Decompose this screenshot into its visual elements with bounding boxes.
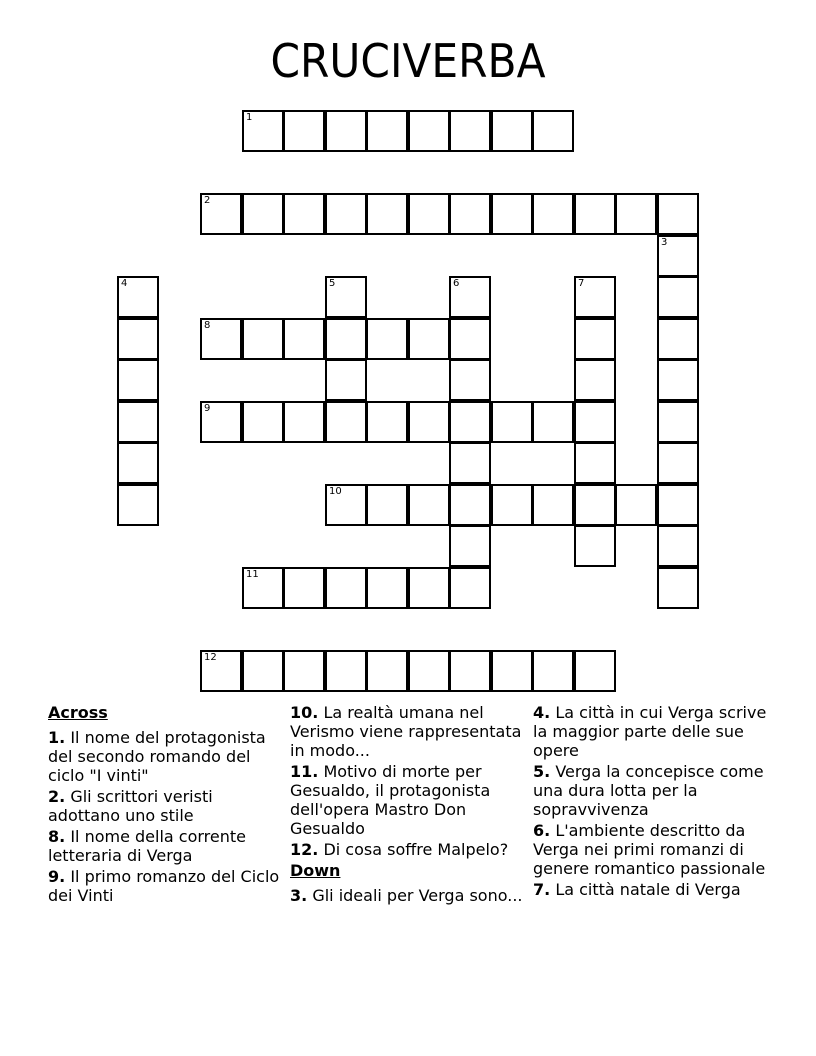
grid-cell[interactable] <box>615 484 657 526</box>
grid-cell[interactable] <box>657 525 699 567</box>
clue-number: 5. <box>533 762 551 781</box>
clue-number: 2. <box>48 787 66 806</box>
grid-cell[interactable] <box>532 484 574 526</box>
cell-number: 7 <box>578 278 585 289</box>
grid-cell[interactable] <box>574 484 616 526</box>
clue-number: 1. <box>48 728 66 747</box>
grid-cell[interactable] <box>242 318 284 360</box>
grid-cell[interactable] <box>574 276 616 318</box>
clue-number: 3. <box>290 886 308 905</box>
clue-number: 4. <box>533 703 551 722</box>
grid-cell[interactable] <box>657 235 699 277</box>
grid-cell[interactable] <box>366 318 408 360</box>
grid-cell[interactable] <box>449 276 491 318</box>
grid-cell[interactable] <box>242 401 284 443</box>
cell-number: 6 <box>453 278 460 289</box>
grid-cell[interactable] <box>449 318 491 360</box>
clues-column-1 <box>48 703 284 907</box>
grid-cell[interactable] <box>283 318 325 360</box>
grid-cell[interactable] <box>532 193 574 235</box>
grid-cell[interactable] <box>325 650 367 692</box>
grid-cell[interactable] <box>532 650 574 692</box>
grid-cell[interactable] <box>408 650 450 692</box>
clue-down-3 <box>290 886 526 905</box>
grid-cell[interactable] <box>283 650 325 692</box>
grid-cell[interactable] <box>657 401 699 443</box>
grid-cell[interactable] <box>491 193 533 235</box>
cell-number: 12 <box>204 652 217 663</box>
grid-cell[interactable] <box>325 276 367 318</box>
grid-cell[interactable] <box>574 442 616 484</box>
grid-cell[interactable] <box>657 484 699 526</box>
clue-down-7 <box>533 880 769 899</box>
clue-text: Verga la concepisce come una dura lotta per la sopravvivenza <box>533 762 764 819</box>
grid-cell[interactable] <box>449 525 491 567</box>
clue-across-2 <box>48 787 284 825</box>
grid-cell[interactable] <box>117 442 159 484</box>
grid-cell[interactable] <box>657 193 699 235</box>
clue-text: L'ambiente descritto da Verga nei primi romanzi di genere romantico passionale <box>533 821 766 878</box>
cell-number: 3 <box>661 237 668 248</box>
cell-number: 2 <box>204 195 211 206</box>
clue-across-9 <box>48 867 284 905</box>
cell-number: 4 <box>121 278 128 289</box>
grid-cell[interactable] <box>615 193 657 235</box>
clue-across-11 <box>290 762 526 838</box>
grid-cell[interactable] <box>574 650 616 692</box>
clue-text: Gli ideali per Verga sono... <box>312 886 523 905</box>
grid-cell[interactable] <box>283 567 325 609</box>
cell-number: 10 <box>329 486 342 497</box>
grid-cell[interactable] <box>366 567 408 609</box>
grid-cell[interactable] <box>200 401 242 443</box>
grid-cell[interactable] <box>657 359 699 401</box>
grid-cell[interactable] <box>491 650 533 692</box>
grid-cell[interactable] <box>574 525 616 567</box>
puzzle-title: CRUCIVERBA <box>270 34 546 88</box>
grid-cell[interactable] <box>117 401 159 443</box>
clue-across-10 <box>290 703 526 760</box>
clue-across-8 <box>48 827 284 865</box>
grid-cell[interactable] <box>574 318 616 360</box>
grid-cell[interactable] <box>325 318 367 360</box>
clue-number: 12. <box>290 840 319 859</box>
clue-text: Il nome del protagonista del secondo romando del ciclo "I vinti" <box>48 728 266 785</box>
cell-number: 5 <box>329 278 336 289</box>
cell-number: 9 <box>204 403 211 414</box>
grid-cell[interactable] <box>117 276 159 318</box>
grid-cell[interactable] <box>408 567 450 609</box>
grid-cell[interactable] <box>491 484 533 526</box>
clue-down-5 <box>533 762 769 819</box>
clue-across-12 <box>290 840 526 859</box>
grid-cell[interactable] <box>325 567 367 609</box>
clue-number: 11. <box>290 762 319 781</box>
clue-number: 10. <box>290 703 319 722</box>
clue-number: 7. <box>533 880 551 899</box>
grid-cell[interactable] <box>408 484 450 526</box>
grid-cell[interactable] <box>242 193 284 235</box>
grid-cell[interactable] <box>242 567 284 609</box>
grid-cell[interactable] <box>574 401 616 443</box>
grid-cell[interactable] <box>325 193 367 235</box>
down-heading: Down <box>290 861 341 880</box>
clue-down-6 <box>533 821 769 878</box>
grid-cell[interactable] <box>532 110 574 152</box>
grid-cell[interactable] <box>449 193 491 235</box>
clue-number: 6. <box>533 821 551 840</box>
clue-text: Il primo romanzo del Ciclo dei Vinti <box>48 867 280 905</box>
grid-cell[interactable] <box>366 193 408 235</box>
grid-cell[interactable] <box>532 401 574 443</box>
grid-cell[interactable] <box>200 318 242 360</box>
grid-cell[interactable] <box>449 401 491 443</box>
grid-cell[interactable] <box>408 401 450 443</box>
grid-cell[interactable] <box>366 401 408 443</box>
grid-cell[interactable] <box>283 401 325 443</box>
grid-cell[interactable] <box>449 110 491 152</box>
grid-cell[interactable] <box>408 110 450 152</box>
grid-cell[interactable] <box>325 359 367 401</box>
grid-cell[interactable] <box>408 193 450 235</box>
clue-text: Gli scrittori veristi adottano uno stile <box>48 787 213 825</box>
grid-cell[interactable] <box>117 318 159 360</box>
grid-cell[interactable] <box>283 110 325 152</box>
grid-cell[interactable] <box>657 276 699 318</box>
grid-cell[interactable] <box>283 193 325 235</box>
clue-text: Motivo di morte per Gesualdo, il protagonista dell'opera Mastro Don Gesualdo <box>290 762 491 838</box>
grid-cell[interactable] <box>574 359 616 401</box>
grid-cell[interactable] <box>117 359 159 401</box>
grid-cell[interactable] <box>242 650 284 692</box>
grid-cell[interactable] <box>200 193 242 235</box>
grid-cell[interactable] <box>657 442 699 484</box>
clue-number: 9. <box>48 867 66 886</box>
across-heading: Across <box>48 703 108 722</box>
grid-cell[interactable] <box>325 401 367 443</box>
grid-cell[interactable] <box>449 484 491 526</box>
grid-cell[interactable] <box>366 650 408 692</box>
grid-cell[interactable] <box>366 110 408 152</box>
clue-down-4 <box>533 703 769 760</box>
grid-cell[interactable] <box>449 442 491 484</box>
clue-text: La realtà umana nel Verismo viene rappresentata in modo... <box>290 703 522 760</box>
cell-number: 8 <box>204 320 211 331</box>
grid-cell[interactable] <box>491 401 533 443</box>
grid-cell[interactable] <box>491 110 533 152</box>
grid-cell[interactable] <box>366 484 408 526</box>
clue-number: 8. <box>48 827 66 846</box>
grid-cell[interactable] <box>657 567 699 609</box>
grid-cell[interactable] <box>200 650 242 692</box>
grid-cell[interactable] <box>242 110 284 152</box>
clue-text: Il nome della corrente letteraria di Verga <box>48 827 246 865</box>
clues-column-2 <box>290 703 526 907</box>
clue-text: Di cosa soffre Malpelo? <box>323 840 509 859</box>
grid-cell[interactable] <box>449 567 491 609</box>
clue-text: La città natale di Verga <box>555 880 741 899</box>
grid-cell[interactable] <box>325 110 367 152</box>
grid-cell[interactable] <box>325 484 367 526</box>
grid-cell[interactable] <box>408 318 450 360</box>
grid-cell[interactable] <box>117 484 159 526</box>
grid-cell[interactable] <box>574 193 616 235</box>
cell-number: 1 <box>246 112 253 123</box>
grid-cell[interactable] <box>657 318 699 360</box>
clues-column-3 <box>533 703 769 901</box>
grid-cell[interactable] <box>449 359 491 401</box>
clue-text: La città in cui Verga scrive la maggior parte delle sue opere <box>533 703 767 760</box>
grid-cell[interactable] <box>449 650 491 692</box>
cell-number: 11 <box>246 569 259 580</box>
clue-across-1 <box>48 728 284 785</box>
